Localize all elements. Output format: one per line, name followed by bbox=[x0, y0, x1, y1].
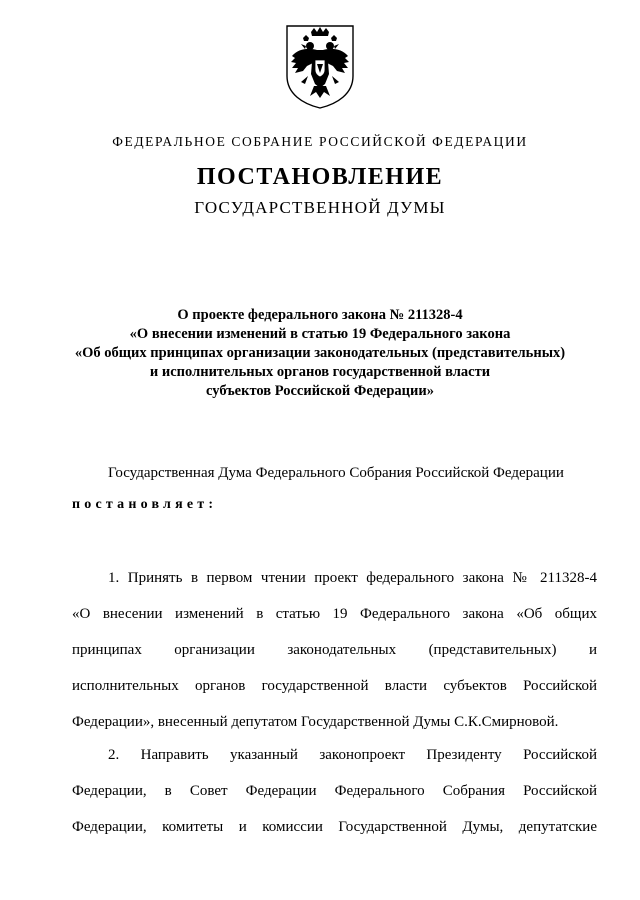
paragraph-line: принципах организации законодательных (представительных) и bbox=[72, 642, 597, 658]
title-line: субъектов Российской Федерации» bbox=[206, 383, 434, 399]
paragraph-line: Федерации, в Совет Федерации Федерального Собрания Российской bbox=[72, 783, 597, 799]
title-line: и исполнительных органов государственной власти bbox=[149, 364, 491, 380]
paragraph-line: «О внесении изменений в статью 19 Федерального закона «Об общих bbox=[72, 606, 597, 622]
paragraph-line: Федерации, комитеты и комиссии Государственной Думы, депутатские bbox=[72, 819, 597, 835]
coat-of-arms-icon bbox=[281, 18, 359, 110]
paragraph-line: исполнительных органов государственной власти субъектов Российской bbox=[72, 678, 597, 694]
paragraph-2 bbox=[72, 737, 597, 845]
paragraph-1 bbox=[72, 560, 597, 740]
resolves-word: постановляет: bbox=[72, 497, 218, 512]
title-line: «О внесении изменений в статью 19 Федерального закона bbox=[129, 326, 511, 342]
paragraph-line: Федерации», внесенный депутатом Государственной Думы С.К.Смирновой. bbox=[72, 714, 559, 730]
paragraph-line: 2. Направить указанный законопроект Президенту Российской bbox=[108, 747, 597, 763]
title-line: «Об общих принципах организации законодательных (представительных) bbox=[74, 345, 566, 361]
document-type-heading: ПОСТАНОВЛЕНИЕ bbox=[196, 164, 444, 190]
preamble-text: Государственная Дума Федерального Собрания Российской Федерации bbox=[108, 465, 564, 481]
issuing-body: ГОСУДАРСТВЕННОЙ ДУМЫ bbox=[194, 198, 446, 217]
parliament-name: ФЕДЕРАЛЬНОЕ СОБРАНИЕ РОССИЙСКОЙ ФЕДЕРАЦИИ bbox=[112, 134, 528, 149]
paragraph-line: 1. Принять в первом чтении проект федерального закона № 211328-4 bbox=[108, 570, 597, 586]
resolution-title bbox=[40, 306, 600, 401]
title-line: О проекте федерального закона № 211328-4 bbox=[177, 307, 463, 323]
